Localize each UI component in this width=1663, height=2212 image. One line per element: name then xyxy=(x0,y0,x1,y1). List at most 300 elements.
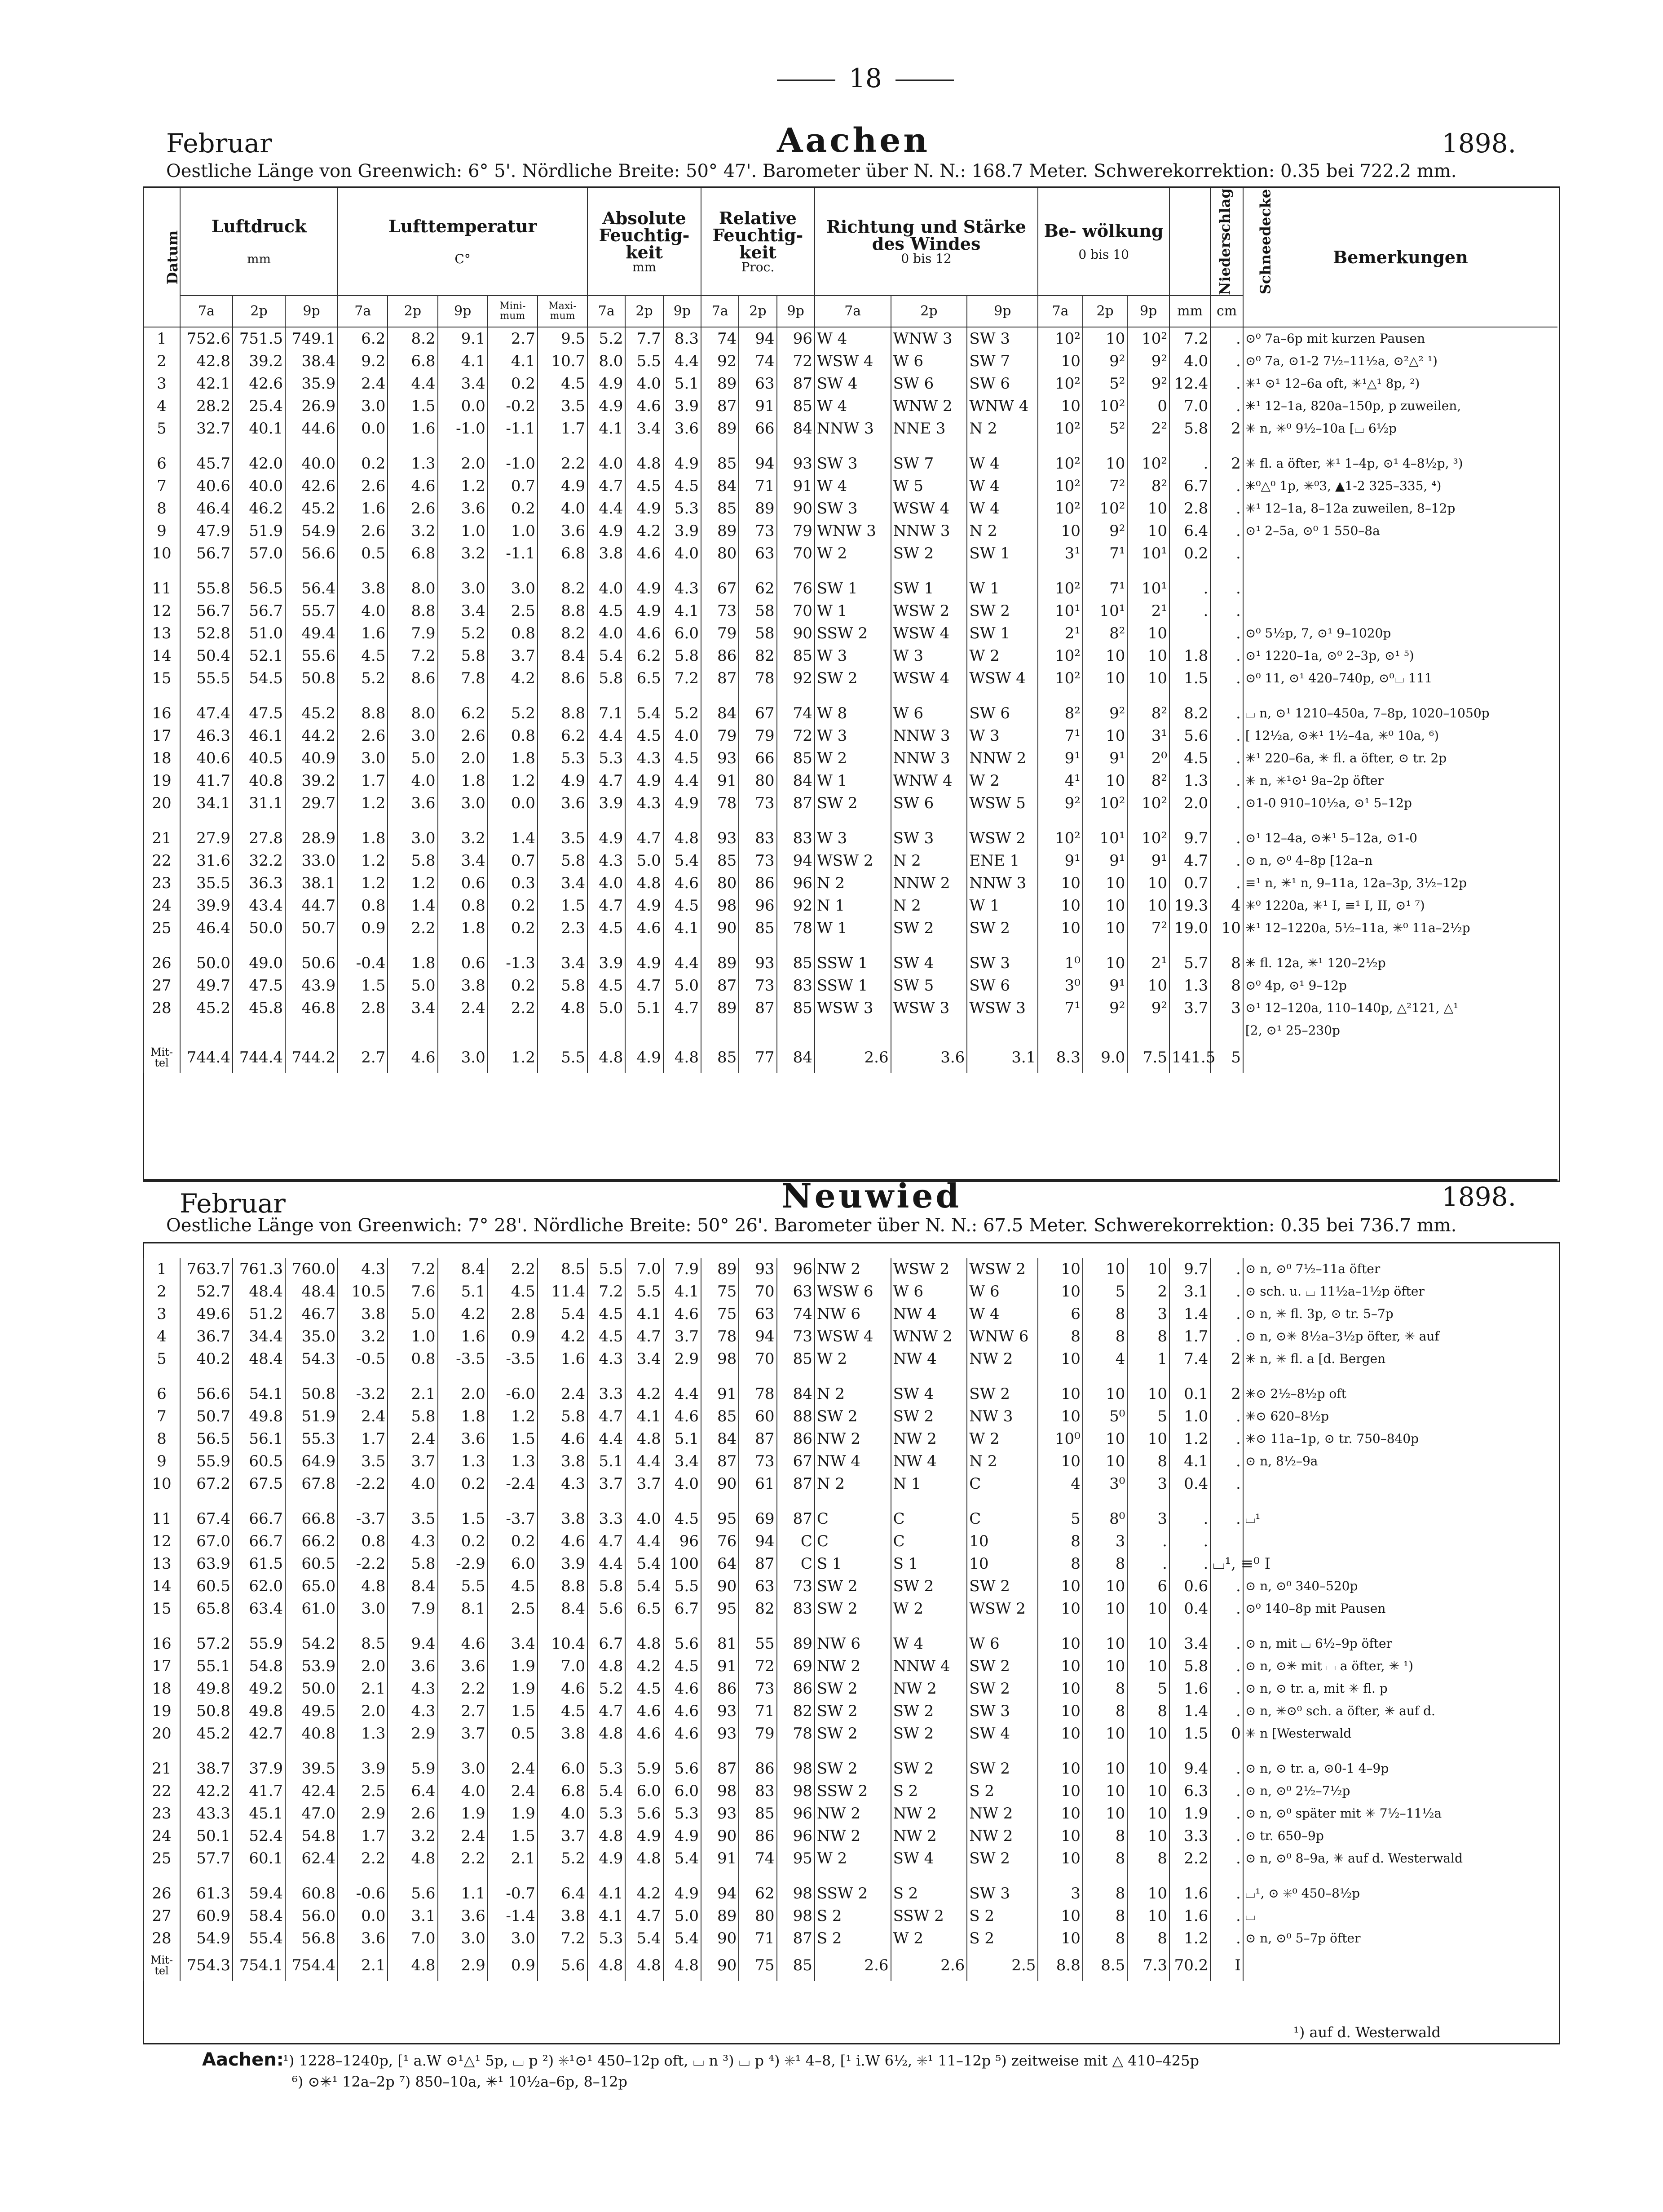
data-cell: 81 xyxy=(701,1632,739,1655)
data-cell: W 6 xyxy=(891,1280,967,1303)
data-cell: 4.5 xyxy=(587,917,625,939)
data-cell: 4¹ xyxy=(1038,770,1083,792)
data-cell: 2.0 xyxy=(338,1655,388,1677)
data-cell: 43.3 xyxy=(180,1802,233,1825)
data-cell xyxy=(587,1870,625,1882)
data-cell: 4.2 xyxy=(625,1655,663,1677)
data-cell: 54.2 xyxy=(285,1632,338,1655)
data-cell: 2⁰ xyxy=(1127,747,1169,770)
mean-cell: 5.6 xyxy=(538,1950,587,1981)
data-cell: 8 xyxy=(1083,1882,1128,1905)
data-cell: W 6 xyxy=(891,702,967,725)
remark-cell: ⊙⁰ 5½p, 7, ⊙¹ 9–1020p xyxy=(1243,622,1557,645)
data-cell: NW 2 xyxy=(815,1428,891,1450)
data-cell: 1.5 xyxy=(488,1825,538,1847)
data-cell xyxy=(233,690,285,702)
data-cell: 55.4 xyxy=(233,1927,285,1950)
data-cell: 10 xyxy=(1083,645,1128,667)
data-cell: 74 xyxy=(777,702,815,725)
remark-cell: ⌴¹ xyxy=(1243,1508,1557,1530)
data-cell: 55.9 xyxy=(180,1450,233,1473)
data-cell xyxy=(233,1745,285,1757)
data-cell: 5.2 xyxy=(538,1847,587,1870)
data-cell: 9.4 xyxy=(388,1632,437,1655)
data-cell: 0.6 xyxy=(438,872,488,894)
data-cell: 10² xyxy=(1038,372,1083,395)
data-cell: 96 xyxy=(777,1825,815,1847)
data-cell: 80 xyxy=(739,1905,776,1927)
data-cell: W 3 xyxy=(967,725,1038,747)
data-cell: 40.5 xyxy=(233,747,285,770)
data-cell: 5.1 xyxy=(587,1450,625,1473)
data-cell: 10 xyxy=(1038,395,1083,417)
data-cell: 4.6 xyxy=(625,1722,663,1745)
data-cell: 9.7 xyxy=(1169,827,1210,849)
data-cell xyxy=(701,1620,739,1632)
mean-cell: 754.4 xyxy=(285,1950,338,1981)
data-cell: 3.6 xyxy=(663,417,701,440)
data-cell: 87 xyxy=(701,1450,739,1473)
data-cell: 4.1 xyxy=(663,600,701,622)
data-cell: 8.0 xyxy=(388,577,437,600)
data-cell: 73 xyxy=(739,1450,776,1473)
data-cell xyxy=(338,1370,388,1383)
data-cell: 2.0 xyxy=(1169,792,1210,814)
mean-cell: 75 xyxy=(739,1950,776,1981)
data-cell: 90 xyxy=(777,622,815,645)
data-cell: 89 xyxy=(701,417,739,440)
data-cell: 8⁰ xyxy=(1083,1508,1128,1530)
data-cell: 5.8 xyxy=(587,1575,625,1597)
remark-cell: ✳¹ 12–1220a, 5½–11a, ✳⁰ 11a–2½p xyxy=(1243,917,1557,939)
data-cell: NW 2 xyxy=(815,1802,891,1825)
data-cell: 1.8 xyxy=(438,770,488,792)
data-cell: 10.5 xyxy=(338,1280,388,1303)
data-cell: W 4 xyxy=(967,452,1038,475)
data-cell: SW 3 xyxy=(967,1700,1038,1722)
data-cell: 4.6 xyxy=(438,1632,488,1655)
data-cell: 10² xyxy=(1127,792,1169,814)
data-cell: NW 2 xyxy=(967,1825,1038,1847)
remark-cell: ⊙⁰ 11, ⊙¹ 420–740p, ⊙⁰⌴ 111 xyxy=(1243,667,1557,690)
data-cell: 4.2 xyxy=(538,1325,587,1348)
data-cell: 2.7 xyxy=(488,327,538,350)
data-cell: NNW 3 xyxy=(967,872,1038,894)
data-cell: . xyxy=(1169,600,1210,622)
data-cell: 4.6 xyxy=(538,1530,587,1553)
mean-row xyxy=(143,1950,1557,1981)
data-cell: 10 xyxy=(1038,1847,1083,1870)
data-cell: 98 xyxy=(701,1780,739,1802)
data-cell: 91 xyxy=(701,1383,739,1405)
data-cell: 4.5 xyxy=(663,747,701,770)
data-cell: SW 2 xyxy=(891,1575,967,1597)
data-cell: 10 xyxy=(1083,1258,1128,1280)
data-cell: SW 2 xyxy=(815,792,891,814)
data-cell: 0.2 xyxy=(488,894,538,917)
data-cell xyxy=(587,1620,625,1632)
data-cell: 5⁰ xyxy=(1083,1405,1128,1428)
data-cell: 10¹ xyxy=(1038,600,1083,622)
data-cell: 93 xyxy=(777,452,815,475)
data-cell: 7² xyxy=(1083,475,1128,497)
data-cell: 38.4 xyxy=(285,350,338,372)
data-cell: 4.9 xyxy=(538,770,587,792)
table-row xyxy=(143,1428,1557,1450)
remark-cell: ✳ fl. a öfter, ✳¹ 1–4p, ⊙¹ 4–8½p, ³) xyxy=(1243,452,1557,475)
data-cell: 5 xyxy=(1083,1280,1128,1303)
data-cell: W 6 xyxy=(967,1632,1038,1655)
table-row xyxy=(143,1019,1557,1042)
data-cell: 61.5 xyxy=(233,1553,285,1575)
data-cell: 4.0 xyxy=(625,1508,663,1530)
data-cell: WNW 2 xyxy=(891,1325,967,1348)
data-cell: -3.7 xyxy=(338,1508,388,1530)
data-cell: 8 xyxy=(1210,974,1243,997)
data-cell: 4.6 xyxy=(663,1405,701,1428)
data-cell: -1.4 xyxy=(488,1905,538,1927)
data-cell: 64.9 xyxy=(285,1450,338,1473)
data-cell: 3.0 xyxy=(438,1757,488,1780)
data-cell: 10 xyxy=(1038,1405,1083,1428)
data-cell: 9 xyxy=(143,520,180,542)
data-cell: 749.1 xyxy=(285,327,338,350)
data-cell: -0.2 xyxy=(488,395,538,417)
data-cell: 4.4 xyxy=(663,1383,701,1405)
data-cell: 4.7 xyxy=(625,974,663,997)
data-cell xyxy=(1038,1495,1083,1508)
data-cell: 10 xyxy=(1038,1825,1083,1847)
remark-cell: ✳⁰ 1220a, ✳¹ I, ≡¹ I, II, ⊙¹ ⁷) xyxy=(1243,894,1557,917)
data-cell xyxy=(180,1019,233,1042)
mean-cell: 754.3 xyxy=(180,1950,233,1981)
data-cell: 12 xyxy=(143,600,180,622)
data-cell: 50.0 xyxy=(180,952,233,974)
data-cell: 87 xyxy=(777,372,815,395)
table-row xyxy=(143,1258,1557,1280)
data-cell: 86 xyxy=(739,872,776,894)
aachen-table-body xyxy=(143,327,1557,1073)
data-cell: 8.8 xyxy=(538,702,587,725)
data-cell: 96 xyxy=(777,1258,815,1280)
remark-cell: ✳⊙ 620–8½p xyxy=(1243,1405,1557,1428)
data-cell xyxy=(388,1370,437,1383)
data-cell: 5.3 xyxy=(587,1757,625,1780)
data-cell: 49.7 xyxy=(180,974,233,997)
data-cell: . xyxy=(1210,1757,1243,1780)
data-cell: 10 xyxy=(1083,327,1128,350)
data-cell: 93 xyxy=(701,747,739,770)
data-cell: 1.0 xyxy=(438,520,488,542)
data-cell: 1.3 xyxy=(338,1722,388,1745)
data-cell: 10 xyxy=(1038,350,1083,372)
data-cell xyxy=(1083,1495,1128,1508)
data-cell: 2.4 xyxy=(488,1780,538,1802)
data-cell xyxy=(967,690,1038,702)
data-cell: 9² xyxy=(1127,372,1169,395)
table-row xyxy=(143,872,1557,894)
data-cell: 98 xyxy=(701,1348,739,1370)
data-cell: 4.8 xyxy=(388,1847,437,1870)
data-cell: 8 xyxy=(1083,1700,1128,1722)
data-cell: 49.8 xyxy=(233,1405,285,1428)
data-cell xyxy=(701,1495,739,1508)
data-cell xyxy=(338,1870,388,1882)
data-cell: NW 2 xyxy=(891,1428,967,1450)
data-cell xyxy=(1127,1745,1169,1757)
neuwied-table xyxy=(143,1258,1557,1981)
data-cell: 79 xyxy=(739,1722,776,1745)
data-cell: 93 xyxy=(739,952,776,974)
data-cell: 93 xyxy=(739,1258,776,1280)
data-cell: 66.7 xyxy=(233,1530,285,1553)
data-cell: 63.4 xyxy=(233,1597,285,1620)
data-cell xyxy=(1169,814,1210,827)
data-cell: 78 xyxy=(739,667,776,690)
data-cell: 3.6 xyxy=(538,792,587,814)
data-cell: 5.5 xyxy=(587,1258,625,1280)
data-cell: SSW 2 xyxy=(815,1882,891,1905)
data-cell: C xyxy=(891,1508,967,1530)
data-cell: 0.7 xyxy=(488,475,538,497)
data-cell: 8 xyxy=(1083,1325,1128,1348)
data-cell: 49.0 xyxy=(233,952,285,974)
data-cell xyxy=(438,440,488,452)
data-cell: 1.5 xyxy=(1169,1722,1210,1745)
data-cell xyxy=(538,1495,587,1508)
data-cell: 56.7 xyxy=(233,600,285,622)
data-cell: 1.7 xyxy=(338,1825,388,1847)
data-cell: 24 xyxy=(143,1825,180,1847)
table-row xyxy=(143,520,1557,542)
data-cell xyxy=(587,814,625,827)
data-cell xyxy=(488,1870,538,1882)
data-cell xyxy=(777,939,815,952)
data-cell: 2.4 xyxy=(338,1405,388,1428)
data-cell: -0.5 xyxy=(338,1348,388,1370)
data-cell: 10 xyxy=(1127,1655,1169,1677)
table-row xyxy=(143,894,1557,917)
data-cell: 10 xyxy=(1210,917,1243,939)
row-gap xyxy=(143,1870,1557,1882)
data-cell: 34.4 xyxy=(233,1325,285,1348)
data-cell: 2.4 xyxy=(488,1757,538,1780)
table-row xyxy=(143,792,1557,814)
data-cell: 90 xyxy=(777,497,815,520)
data-cell: 49.2 xyxy=(233,1677,285,1700)
data-cell: 85 xyxy=(777,645,815,667)
data-cell: 56.1 xyxy=(233,1428,285,1450)
data-cell xyxy=(1169,1495,1210,1508)
data-cell: 3.1 xyxy=(1169,1280,1210,1303)
data-cell: 67 xyxy=(777,1450,815,1473)
data-cell: 82 xyxy=(777,1700,815,1722)
data-cell: 3.0 xyxy=(388,725,437,747)
data-cell: 90 xyxy=(701,1927,739,1950)
data-cell xyxy=(815,440,891,452)
data-cell: 5.1 xyxy=(663,1428,701,1450)
remark-cell: ≡¹ n, ✳¹ n, 9–11a, 12a–3p, 3½–12p xyxy=(1243,872,1557,894)
row-gap xyxy=(143,1370,1557,1383)
data-cell: 25 xyxy=(143,917,180,939)
data-cell: 10 xyxy=(1038,520,1083,542)
data-cell: 56.5 xyxy=(233,577,285,600)
data-cell: 78 xyxy=(701,1325,739,1348)
data-cell: 3⁰ xyxy=(1083,1473,1128,1495)
data-cell: N 1 xyxy=(815,894,891,917)
data-cell: N 2 xyxy=(891,849,967,872)
data-cell: 2 xyxy=(1127,1280,1169,1303)
data-cell: 1.4 xyxy=(488,827,538,849)
data-cell: 10 xyxy=(1127,1258,1169,1280)
data-cell: 54.9 xyxy=(285,520,338,542)
data-cell: WSW 2 xyxy=(815,849,891,872)
data-cell: 63 xyxy=(739,542,776,565)
data-cell: 3 xyxy=(1127,1473,1169,1495)
data-cell: 4.1 xyxy=(625,1303,663,1325)
data-cell: W 3 xyxy=(815,725,891,747)
data-cell xyxy=(1038,939,1083,952)
data-cell: 1.2 xyxy=(488,770,538,792)
table-row xyxy=(143,849,1557,872)
table-row xyxy=(143,542,1557,565)
data-cell: 4.3 xyxy=(388,1700,437,1722)
data-cell: 0.3 xyxy=(488,872,538,894)
data-cell: 55 xyxy=(739,1632,776,1655)
data-cell: 4.0 xyxy=(438,1780,488,1802)
data-cell: -3.5 xyxy=(438,1348,488,1370)
data-cell xyxy=(967,1019,1038,1042)
data-cell: 5.1 xyxy=(625,997,663,1019)
mean-cell: 84 xyxy=(777,1042,815,1073)
data-cell: 3.9 xyxy=(587,792,625,814)
data-cell: 4.5 xyxy=(587,1303,625,1325)
data-cell: 4.4 xyxy=(663,952,701,974)
mean-cell: 2.5 xyxy=(967,1950,1038,1981)
data-cell: . xyxy=(1210,1700,1243,1722)
data-cell: -1.3 xyxy=(488,952,538,974)
data-cell: WSW 4 xyxy=(891,667,967,690)
data-cell xyxy=(488,1495,538,1508)
data-cell: 4.4 xyxy=(587,497,625,520)
data-cell: 10 xyxy=(1038,1677,1083,1700)
data-cell: 1.9 xyxy=(438,1802,488,1825)
data-cell xyxy=(438,1745,488,1757)
table-row xyxy=(143,1303,1557,1325)
data-cell: 4 xyxy=(1210,894,1243,917)
data-cell: 0.2 xyxy=(488,974,538,997)
data-cell xyxy=(587,690,625,702)
data-cell: NNW 3 xyxy=(891,725,967,747)
data-cell: 3.2 xyxy=(388,1825,437,1847)
data-cell: 85 xyxy=(739,917,776,939)
remark-cell: ⊙¹ 1220–1a, ⊙⁰ 2–3p, ⊙¹ ⁵) xyxy=(1243,645,1557,667)
data-cell: 10 xyxy=(1127,1757,1169,1780)
data-cell: 3.0 xyxy=(338,1597,388,1620)
data-cell: 3.5 xyxy=(538,827,587,849)
data-cell: 42.4 xyxy=(285,1780,338,1802)
data-cell: 39.2 xyxy=(233,350,285,372)
data-cell: 8.8 xyxy=(538,1575,587,1597)
data-cell: 0.8 xyxy=(338,894,388,917)
data-cell: 4.9 xyxy=(663,1825,701,1847)
data-cell: 14 xyxy=(143,1575,180,1597)
data-cell: 5.8 xyxy=(388,1553,437,1575)
data-cell xyxy=(701,1870,739,1882)
data-cell: 4.0 xyxy=(338,600,388,622)
data-cell: 84 xyxy=(701,702,739,725)
data-cell: 45.2 xyxy=(285,702,338,725)
data-cell: 25 xyxy=(143,1847,180,1870)
data-cell: 7.2 xyxy=(388,645,437,667)
data-cell: 3.0 xyxy=(438,1927,488,1950)
data-cell: WSW 5 xyxy=(967,792,1038,814)
data-cell xyxy=(143,565,180,577)
data-cell: 1.4 xyxy=(388,894,437,917)
data-cell: 3.0 xyxy=(438,792,488,814)
data-cell: 3.6 xyxy=(438,1428,488,1450)
data-cell: 6.2 xyxy=(538,725,587,747)
data-cell: 93 xyxy=(701,1722,739,1745)
data-cell: 10 xyxy=(1083,1802,1128,1825)
data-cell: 63 xyxy=(739,1575,776,1597)
data-cell: 0.5 xyxy=(338,542,388,565)
data-cell: 51.9 xyxy=(285,1405,338,1428)
data-cell: 94 xyxy=(739,1530,776,1553)
data-cell xyxy=(538,1745,587,1757)
data-cell: 56.8 xyxy=(285,1927,338,1950)
table-row xyxy=(143,1553,1557,1575)
mean-label: Mit- tel xyxy=(143,1042,180,1073)
data-cell: 3.4 xyxy=(625,417,663,440)
data-cell: W 1 xyxy=(815,917,891,939)
data-cell: 10 xyxy=(1083,1450,1128,1473)
data-cell xyxy=(739,1620,776,1632)
data-cell: . xyxy=(1210,1905,1243,1927)
data-cell: 763.7 xyxy=(180,1258,233,1280)
data-cell: 62 xyxy=(739,1882,776,1905)
data-cell xyxy=(438,814,488,827)
data-cell: 6.8 xyxy=(388,350,437,372)
data-cell xyxy=(967,565,1038,577)
data-cell: 6.2 xyxy=(625,645,663,667)
data-cell: 96 xyxy=(777,1802,815,1825)
data-cell xyxy=(1083,939,1128,952)
data-cell: 89 xyxy=(701,520,739,542)
data-cell: . xyxy=(1210,577,1243,600)
data-cell: W 1 xyxy=(815,600,891,622)
table-row xyxy=(143,1405,1557,1428)
data-cell xyxy=(388,814,437,827)
data-cell: 73 xyxy=(739,520,776,542)
data-cell: 10² xyxy=(1038,452,1083,475)
data-cell: 19.3 xyxy=(1169,894,1210,917)
data-cell: 2.8 xyxy=(1169,497,1210,520)
data-cell xyxy=(538,440,587,452)
data-cell: 4.3 xyxy=(663,577,701,600)
data-cell: 54.3 xyxy=(285,1348,338,1370)
aachen-location-line: Oestliche Länge von Greenwich: 6° 5'. Nördliche Breite: 50° 47'. Barometer über N. N.: 168.7 Meter. Schwerekorrektion: 0.35 bei 722.2 mm. xyxy=(166,161,1457,181)
data-cell: S 1 xyxy=(891,1553,967,1575)
data-cell: 52.8 xyxy=(180,622,233,645)
data-cell: 9.7 xyxy=(1169,1258,1210,1280)
data-cell: 100 xyxy=(663,1553,701,1575)
data-cell xyxy=(1127,565,1169,577)
data-cell: 10 xyxy=(1038,1258,1083,1280)
data-cell: 45.8 xyxy=(233,997,285,1019)
data-cell xyxy=(438,565,488,577)
data-cell: 42.6 xyxy=(233,372,285,395)
